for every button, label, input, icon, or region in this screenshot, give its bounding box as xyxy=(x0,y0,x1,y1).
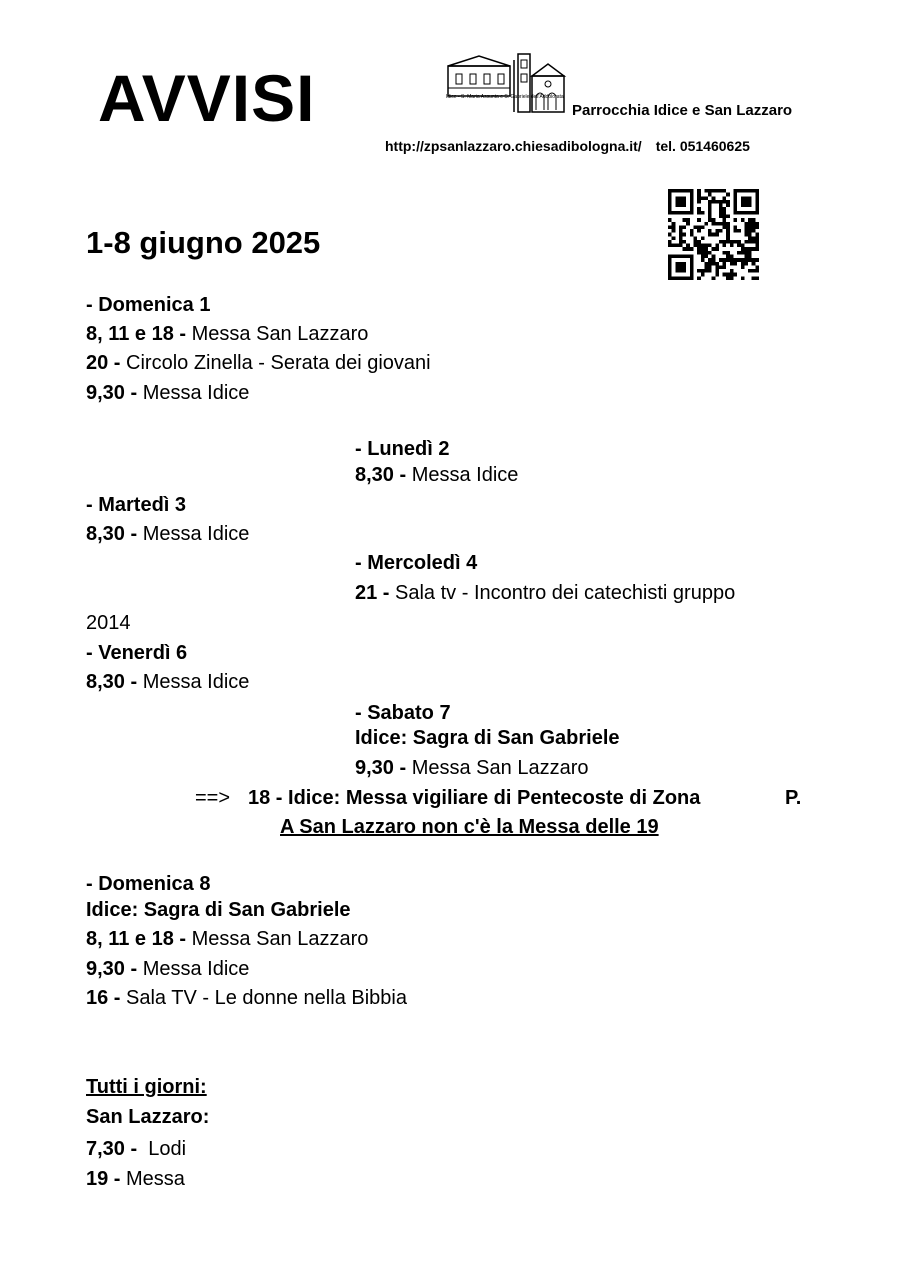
event-desc: Messa Idice xyxy=(137,958,250,980)
event-time: 8,30 - xyxy=(86,523,138,545)
event-time: 7,30 - xyxy=(86,1138,138,1160)
event-time: 9,30 - xyxy=(86,958,138,980)
no-mass-notice: A San Lazzaro non c'è la Messa delle 19 xyxy=(280,816,659,838)
event-desc: Messa Idice xyxy=(137,671,250,693)
daily-heading: Tutti i giorni: xyxy=(86,1076,207,1098)
day-heading-venerdi-6: - Venerdì 6 xyxy=(86,642,188,664)
event-line xyxy=(86,927,368,951)
event-time: 19 - xyxy=(86,1168,121,1190)
event-time: 8, 11 e 18 - xyxy=(86,323,187,345)
parish-name: Parrocchia Idice e San Lazzaro xyxy=(572,102,793,119)
event-line xyxy=(86,670,249,694)
event-line xyxy=(86,351,431,375)
event-desc: Sala TV - Le donne nella Bibbia xyxy=(120,987,407,1009)
event-line xyxy=(355,463,518,487)
event-line xyxy=(355,581,735,605)
event-line xyxy=(86,957,249,981)
event-desc: Messa San Lazzaro xyxy=(406,757,589,779)
daily-place: San Lazzaro: xyxy=(86,1106,210,1128)
event-line xyxy=(86,522,249,546)
event-line xyxy=(355,756,588,780)
sagra-line: Idice: Sagra di San Gabriele xyxy=(86,899,351,921)
event-line xyxy=(86,986,407,1010)
event-line xyxy=(86,1137,186,1161)
day-heading-mercoledi-4: - Mercoledì 4 xyxy=(355,552,478,574)
event-time: 21 - xyxy=(355,582,390,604)
contact-line xyxy=(385,138,750,154)
event-desc: Messa Idice xyxy=(137,523,250,545)
arrow-marker: ==> xyxy=(195,787,231,809)
event-time: 16 - xyxy=(86,987,121,1009)
qr-code-icon xyxy=(668,189,759,280)
day-heading-lunedi-2: - Lunedì 2 xyxy=(355,438,450,460)
event-line xyxy=(86,1167,185,1191)
event-desc: Messa Idice xyxy=(406,464,519,486)
parish-logo xyxy=(444,52,568,116)
event-line-continuation: 2014 xyxy=(86,612,131,634)
website-link[interactable]: http://zpsanlazzaro.chiesadibologna.it/ xyxy=(385,138,642,154)
event-time: 9,30 - xyxy=(86,382,138,404)
logo-caption: Idice - S. Maria Assunta e S. Gabriele dell'Addolorata xyxy=(446,94,564,100)
church-logo-icon xyxy=(444,52,568,116)
event-time: 20 - xyxy=(86,352,121,374)
vigil-mass-line: 18 - Idice: Messa vigiliare di Pentecoste di Zona xyxy=(248,787,701,809)
event-time: 8, 11 e 18 - xyxy=(86,928,187,950)
event-desc: Messa San Lazzaro xyxy=(186,323,369,345)
event-time: 9,30 - xyxy=(355,757,407,779)
event-time: 8,30 - xyxy=(355,464,407,486)
sagra-line: Idice: Sagra di San Gabriele xyxy=(355,727,620,749)
day-heading-domenica-1: - Domenica 1 xyxy=(86,294,211,316)
day-heading-martedi-3: - Martedì 3 xyxy=(86,494,187,516)
day-heading-domenica-8: - Domenica 8 xyxy=(86,873,211,895)
event-desc: Messa xyxy=(120,1168,185,1190)
event-line xyxy=(86,381,249,405)
phone-number: tel. 051460625 xyxy=(655,138,750,154)
event-desc: Circolo Zinella - Serata dei giovani xyxy=(120,352,431,374)
event-time: 8,30 - xyxy=(86,671,138,693)
event-desc: Sala tv - Incontro dei catechisti gruppo xyxy=(389,582,736,604)
event-desc: Messa Idice xyxy=(137,382,250,404)
event-desc: Lodi xyxy=(137,1138,187,1160)
page-title: AVVISI xyxy=(98,61,316,135)
vigil-mass-suffix: P. xyxy=(785,787,802,809)
date-range-heading: 1-8 giugno 2025 xyxy=(86,225,321,260)
event-line xyxy=(86,322,368,346)
day-heading-sabato-7: - Sabato 7 xyxy=(355,702,451,724)
event-desc: Messa San Lazzaro xyxy=(186,928,369,950)
